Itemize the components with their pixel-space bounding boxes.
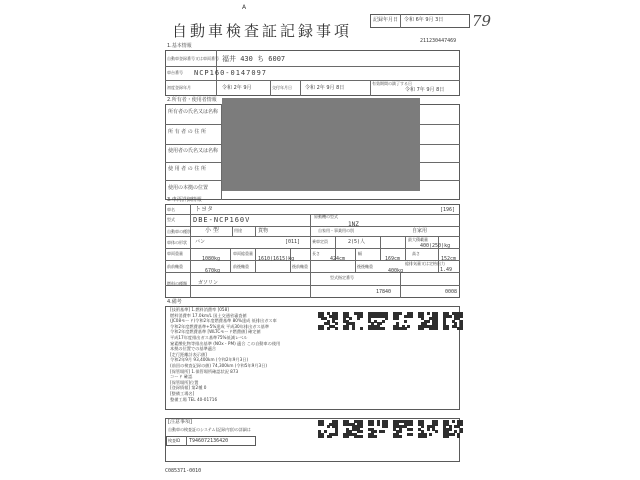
qr-code (393, 312, 413, 330)
fuel-value: ガソリン (198, 280, 219, 286)
remarks-block (170, 308, 330, 408)
body-code: [011] (285, 239, 301, 245)
record-date-value: 令和 6年 9月 3日 (404, 17, 444, 23)
qr-code (443, 420, 463, 438)
first-reg-label: 初度登録年月 (167, 85, 191, 90)
capacity-value: 2(5)人 (348, 239, 366, 245)
remark-line: 平成17年度排出ガス基準75%低減レベル (170, 335, 248, 340)
user-address-label: 使 用 者 の 住 所 (168, 166, 206, 172)
qr-code (443, 312, 463, 330)
footer-code: C085371-0010 (165, 468, 202, 474)
qr-code (418, 312, 438, 330)
page-title: 自動車検査証記録事項 (172, 22, 353, 40)
use-value: 貨物 (258, 228, 269, 234)
rear-rear-label: 後後軸重 (357, 264, 373, 269)
vin-label: 車台番号 (167, 70, 183, 75)
vehicle-type-value: 小 型 (205, 227, 219, 234)
gross-label: 車両総重量 (233, 251, 253, 256)
remark-line: 令和2年度燃費基準+5%達成 平成30年排出ガス基準 (170, 323, 270, 329)
document-number: 211230447469 (420, 38, 457, 44)
max-load-label: 最大積載量 (408, 237, 428, 242)
redaction-block (222, 98, 420, 191)
section3-title: 3.車両詳細情報 (167, 197, 202, 203)
body-value: バン (195, 239, 206, 245)
remark-line: 整備工場 TEL 40-01716 (170, 396, 218, 402)
width-value: 169cm (385, 256, 401, 262)
rear-rear-value: 400kg (388, 268, 404, 274)
expiry-label: 有効期間の満了する日 (372, 81, 412, 86)
length-label: 長さ (312, 251, 320, 256)
max-load-value: 400(250)kg (420, 243, 451, 249)
remark-line: [技術基準] 1.燃料消費率 [058] (170, 307, 229, 312)
remark-line: 令和2年9月 93,400km (令和2年9月3日) (170, 357, 249, 363)
use-label: 用途 (234, 228, 242, 233)
issue-label: 交付年月日 (272, 85, 292, 90)
qr-code (343, 312, 363, 330)
qr-code (318, 420, 338, 438)
issue-value: 令和 2年 9月 8日 (305, 85, 345, 91)
model-value: DBE-NCP160V (193, 216, 251, 224)
qr-code (393, 420, 413, 438)
qr-code (343, 420, 363, 438)
length-value: 424cm (330, 256, 346, 262)
expiry-value: 令和 7年 9月 8日 (405, 87, 445, 93)
section4-title: 4.備考 (167, 299, 182, 305)
remark-line: コード 確認 (170, 374, 193, 380)
maker-label: 車名 (167, 207, 175, 212)
remark-line: [登録情報] 第2種 0 (170, 385, 207, 391)
reg-number-value: 福井 430 ち 6007 (222, 55, 286, 63)
rear-front-label: 後前軸重 (292, 264, 308, 269)
header-mark-a: A (242, 4, 247, 11)
owner-name-label: 所有者の氏名又は名称 (168, 109, 219, 115)
class-value: 0008 (445, 289, 458, 295)
purpose-value: 自家用 (412, 228, 428, 234)
owner-address-label: 所 有 者 の 住 所 (168, 129, 206, 135)
front-axle-value: 670kg (205, 268, 221, 274)
remark-line: [整備工場名] (170, 391, 195, 396)
record-date-label: 記録年月日 (373, 17, 399, 23)
displacement-value: 1.49 (440, 267, 453, 273)
section1-title: 1.基本情報 (167, 43, 192, 49)
fuel-label: 燃料の種類 (167, 281, 187, 286)
height-label: 高さ (412, 251, 420, 256)
remark-line: 窒素酸化物等排出基準 (NOx・PM) 適合 この自動車の使用 (170, 340, 281, 346)
engine-value: 1NZ (348, 221, 359, 228)
gross-value: 1610(1615)kg (258, 256, 295, 262)
notes-line: 自動車の検査証のシステム(記録内容)の詳細は (168, 427, 251, 432)
remark-line: 本拠の位置での基準適合 (170, 346, 217, 352)
base-location-label: 使用の本拠の位置 (168, 185, 209, 191)
maker-code: [196] (440, 207, 456, 213)
front-rear-label: 前後軸重 (233, 264, 249, 269)
qr-code (368, 312, 388, 330)
remark-line: [保管場所] 1.保管場所確認状況 873 (170, 368, 239, 374)
height-value: 152cm (441, 256, 457, 262)
category-label: 型式指定番号 (330, 275, 354, 280)
remark-line: 燃料消費率 17.0km/L 国土交通省審査値 (170, 312, 247, 318)
first-reg-value: 令和 2年 9月 (222, 85, 252, 91)
handwritten-number: 79 (472, 12, 492, 30)
weight-value: 1080kg (202, 256, 221, 262)
user-name-label: 使用者の氏名又は名称 (168, 148, 219, 154)
notes-title: [注意事項] (168, 419, 192, 425)
remark-line: 令和2年度燃費基準 [WLTCモード燃費値] 確定値 (170, 329, 261, 335)
remark-line: [保管場所]位置 (170, 379, 199, 385)
maker-value: トヨタ (195, 206, 214, 213)
qr-code (318, 312, 338, 330)
model-label: 型式 (167, 217, 175, 222)
capacity-label: 乗車定員 (312, 239, 328, 244)
weight-label: 車両重量 (167, 251, 183, 256)
body-label: 車体の形状 (167, 240, 187, 245)
purpose-label: 自家用・事業用の別 (318, 228, 354, 233)
displacement-label: 総排気量又は定格出力 (405, 261, 445, 266)
category-value: 17840 (376, 289, 392, 295)
front-axle-label: 前前軸重 (167, 264, 183, 269)
remark-line: (前回の検査記録の値) 74,300km (令和5年9月3日) (170, 363, 267, 368)
engine-label: 原動機の型式 (314, 214, 338, 219)
section2-title: 2.所有者・使用者情報 (167, 97, 217, 103)
qr-code (368, 420, 388, 438)
remark-line: (JC08モード)令和2年度燃費基準 80%達成 低排出ガス車 (170, 318, 277, 324)
qr-code (418, 420, 438, 438)
width-label: 幅 (358, 251, 362, 256)
reg-number-label: 自動車登録番号又は車両番号 (167, 56, 219, 61)
inspection-id-value: T946072136420 (189, 438, 229, 444)
inspection-id-label: 検査ID (168, 438, 181, 443)
vin-value: NCP160-0147097 (194, 69, 268, 77)
vehicle-type-label: 自動車の種別 (167, 229, 191, 234)
remark-line: [走行距離計表示値] (170, 351, 207, 357)
